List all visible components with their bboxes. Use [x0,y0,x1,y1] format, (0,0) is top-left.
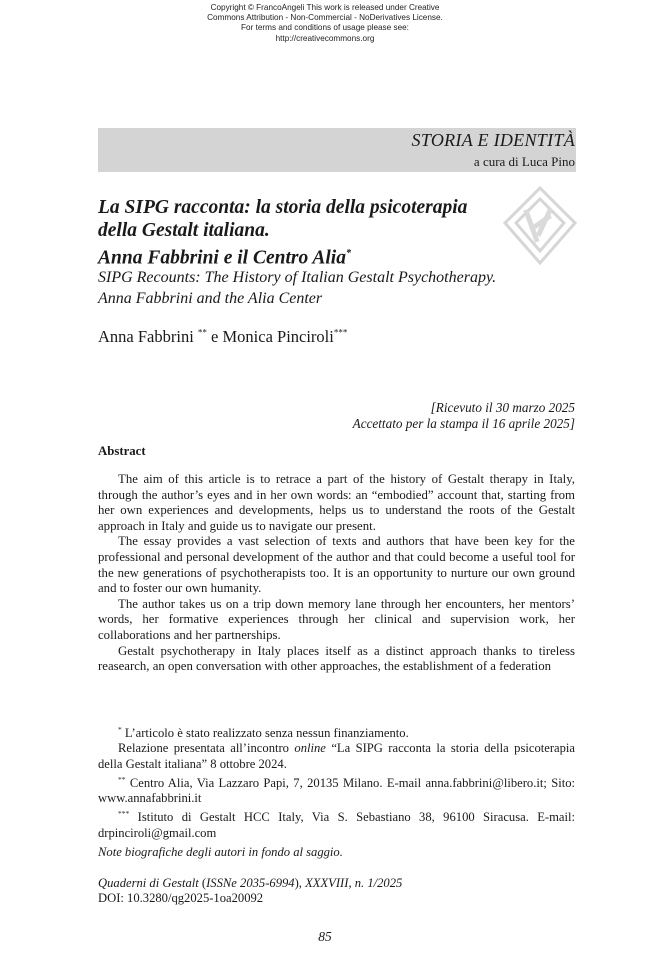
accepted-date: Accettato per la stampa il 16 aprile 2025] [352,416,575,431]
article-subtitle [98,267,568,309]
abstract-paragraph: Gestalt psychotherapy in Italy places itself as a distinct approach thanks to tireless reasearch, an open conversation with other approaches, the establishment of a federation [98,643,575,674]
footnote-marker[interactable]: *** [333,327,348,338]
author-name: Anna Fabbrini [98,327,194,346]
copyright-line: For terms and conditions of usage please see: [241,23,409,33]
publication-dates [353,400,575,432]
journal-issue: XXXVIII, n. 1/2025 [305,876,403,890]
footnote-text: L’articolo è stato realizzato senza nessun finanziamento. [124,726,409,741]
footnote [98,806,575,841]
footnote-marker: * [118,725,122,734]
title-line: della Gestalt italiana. [98,220,270,241]
footnote [98,722,575,741]
abstract-paragraph: The aim of this article is to retrace a part of the history of Gestalt therapy in Italy, through the author’s eyes and in her own words: an “embodied” account that, starting from her own experiences and developments, helps us to understand the roots of the Gestalt approach in Italy and guide us to navigate our present. [98,472,575,533]
subtitle-line: SIPG Recounts: The History of Italian Gestalt Psychotherapy. [98,269,497,286]
journal-name: Quaderni di Gestalt [98,876,199,890]
article-title [98,196,498,270]
abstract-paragraph: The essay provides a vast selection of texts and authors that have been key for the professional and personal development of the author and that could become a useful tool for the new generations of psychotherapists too. It is an opportunity to nurture our own ground and to foster our own humanity. [98,534,575,596]
abstract-body [98,472,575,675]
footnote-text[interactable]: Istituto di Gestalt HCC Italy, Via S. Sebastiano 38, 96100 Siracusa. E-mail: drpinciroli@gmail.com [98,810,576,840]
footnote-text[interactable]: Centro Alia, Via Lazzaro Papi, 7, 20135 Milano. E-mail anna.fabbrini@libero.it; Sito: www.annafabbrini.it [98,775,575,806]
subtitle-line: Anna Fabbrini and the Alia Center [98,290,323,307]
journal-reference: Quaderni di Gestalt (ISSNe 2035-6994), XXXVIII, n. 1/2025 DOI: 10.3280/qg2025-1oa20092 [98,876,403,906]
abstract-paragraph: The author takes us on a trip down memory lane through her encounters, her mentors’ words, her formative experiences through her clinical and supervision work, her collaborations and her partnerships. [98,596,575,642]
bio-note: Note biografiche degli autori in fondo al saggio. [98,845,343,859]
footnote-text: “La SIPG racconta la storia della psicoterapia della Gestalt italiana” 8 ottobre 2024. [98,741,575,771]
footnote-italic-text: online [294,741,326,756]
footnotes [98,722,575,841]
footnote-marker: *** [118,809,130,819]
footnote [98,772,575,807]
page-number: 85 [318,929,332,944]
title-line: Anna Fabbrini e il Centro Alia [98,247,346,269]
author-conjunction: e [211,327,219,346]
copyright-notice [0,3,650,44]
abstract-heading: Abstract [98,444,146,458]
copyright-link[interactable]: http://creativecommons.org [275,33,375,43]
journal-doi[interactable]: DOI: 10.3280/qg2025-1oa20092 [98,891,264,906]
title-line: La SIPG racconta: la storia della psicoterapia [98,197,468,218]
footnote [98,741,575,771]
section-editor: a cura di Luca Pino [473,154,575,169]
journal-issn: ISSNe 2035-6994 [206,876,295,890]
author-name: Monica Pinciroli [222,327,334,346]
received-date: [Ricevuto il 30 marzo 2025 [430,400,575,415]
footnote-marker[interactable]: ** [197,327,207,338]
footnote-text: Relazione presentata all’incontro [118,741,289,756]
footnote-marker: ** [118,774,126,784]
copyright-line: Copyright © FrancoAngeli This work is released under Creative [210,3,440,12]
section-title: STORIA E IDENTITÀ [411,130,575,150]
footnote-marker[interactable]: * [345,248,351,259]
author-line [98,327,347,347]
copyright-line: Commons Attribution - Non-Commercial - NoDerivatives License. [207,13,443,23]
journal-logo-icon [502,185,578,267]
